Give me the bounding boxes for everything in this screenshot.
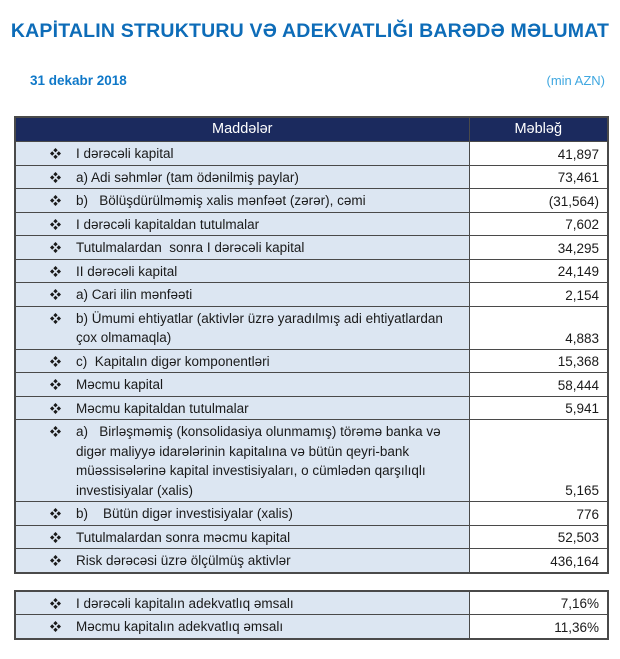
diamond-bullet-icon (50, 616, 63, 632)
table-row (15, 165, 608, 189)
table-row (15, 549, 608, 573)
row-label: b) Bölüşdürülməmiş xalis mənfəət (zərər), cəmi (76, 193, 366, 208)
row-label-wrap (16, 616, 465, 637)
row-label: I dərəcəli kapitaldan tutulmalar (76, 216, 260, 232)
table-row (15, 349, 608, 373)
row-value: 58,444 (469, 373, 608, 397)
row-label-cell (15, 306, 469, 349)
row-label-wrap (16, 351, 465, 372)
row-label: Məcmu kapital (76, 377, 164, 392)
row-label-wrap (16, 261, 465, 282)
row-label: a) Cari ilin mənfəəti (76, 287, 193, 302)
diamond-bullet-icon (50, 308, 63, 324)
table-row (15, 420, 608, 502)
page-title: KAPİTALIN STRUKTURU VƏ ADEKVATLIĞI BARƏDƏ MƏLUMAT (10, 20, 610, 42)
row-value: 73,461 (469, 165, 608, 189)
row-value: 24,149 (469, 259, 608, 283)
report-page (0, 20, 620, 659)
row-value: (31,564) (469, 189, 608, 213)
diamond-bullet-icon (50, 261, 63, 277)
row-label: Məcmu kapitalın adekvatlıq əmsalı (76, 619, 284, 634)
column-header-amount: Məbləğ (469, 117, 608, 142)
row-value: 776 (469, 502, 608, 526)
adequacy-ratio-table (14, 590, 609, 640)
row-value: 7,602 (469, 212, 608, 236)
row-label-wrap (16, 143, 465, 164)
row-value: 15,368 (469, 349, 608, 373)
diamond-bullet-icon (50, 421, 63, 437)
diamond-bullet-icon (50, 351, 63, 367)
row-label: b) Bütün digər investisiyalar (xalis) (76, 506, 293, 521)
diamond-bullet-icon (50, 503, 63, 519)
row-value: 41,897 (469, 142, 608, 166)
diamond-bullet-icon (50, 143, 63, 159)
row-value: 436,164 (469, 549, 608, 573)
row-label-cell (15, 236, 469, 260)
table-row (15, 306, 608, 349)
row-label: b) Ümumi ehtiyatlar (aktivlər üzrə yaradılmış adi ehtiyatlardan çox olmamaqla) (76, 310, 447, 345)
diamond-bullet-icon (50, 284, 63, 300)
row-value: 11,36% (469, 615, 608, 639)
row-value: 5,941 (469, 396, 608, 420)
diamond-bullet-icon (50, 593, 63, 609)
row-label-cell (15, 420, 469, 502)
row-label-cell (15, 165, 469, 189)
row-label-cell (15, 349, 469, 373)
row-label-cell (15, 591, 469, 615)
table-row (15, 525, 608, 549)
table-header-row (15, 117, 608, 142)
diamond-bullet-icon (50, 527, 63, 543)
row-label-cell (15, 396, 469, 420)
row-label-wrap (16, 190, 465, 211)
row-label: Tutulmalardan sonra məcmu kapital (76, 529, 291, 545)
table-row (15, 259, 608, 283)
table-row (15, 373, 608, 397)
row-label-cell (15, 615, 469, 639)
row-label: Risk dərəcəsi üzrə ölçülmüş aktivlər (76, 553, 291, 568)
row-label-cell (15, 283, 469, 307)
row-label-wrap (16, 308, 465, 348)
row-label-cell (15, 142, 469, 166)
unit-note: (min AZN) (546, 73, 605, 88)
row-value: 34,295 (469, 236, 608, 260)
row-label-cell (15, 525, 469, 549)
row-label-wrap (16, 503, 465, 524)
table-row (15, 591, 608, 615)
diamond-bullet-icon (50, 237, 63, 253)
table-row (15, 189, 608, 213)
row-label-wrap (16, 214, 465, 235)
table-row (15, 396, 608, 420)
table-row (15, 236, 608, 260)
row-value: 7,16% (469, 591, 608, 615)
row-label: a) Birləşməmiş (konsolidasiya olunmamış) törəmə banka və digər maliyyə idarələrinin kapitalına və bütün qeyri-bank müəssisələrinə kapital investisiyaları, o cümlədən qarşılıqlı investisiyalar (xalis) (76, 424, 445, 498)
row-value: 2,154 (469, 283, 608, 307)
diamond-bullet-icon (50, 550, 63, 566)
row-label-cell (15, 549, 469, 573)
row-label: Məcmu kapitaldan tutulmalar (76, 400, 249, 416)
row-label: a) Adi səhmlər (tam ödənilmiş paylar) (76, 169, 299, 185)
table-row (15, 142, 608, 166)
row-label-wrap (16, 167, 465, 188)
capital-structure-table (14, 116, 609, 574)
row-label-wrap (16, 284, 465, 305)
meta-row (30, 73, 605, 88)
row-label: I dərəcəli kapitalın adekvatlıq əmsalı (76, 595, 294, 611)
row-label-wrap (16, 237, 465, 258)
row-label-cell (15, 212, 469, 236)
row-label: II dərəcəli kapital (76, 263, 178, 279)
row-label-wrap (16, 550, 465, 571)
table-row (15, 283, 608, 307)
row-label-wrap (16, 593, 465, 614)
row-label-cell (15, 373, 469, 397)
row-label-wrap (16, 421, 465, 500)
row-label-wrap (16, 398, 465, 419)
row-value: 5,165 (469, 420, 608, 502)
row-label: c) Kapitalın digər komponentləri (76, 353, 270, 369)
column-header-items: Maddələr (15, 117, 469, 142)
diamond-bullet-icon (50, 190, 63, 206)
row-label: I dərəcəli kapital (76, 146, 174, 161)
report-date: 31 dekabr 2018 (30, 73, 127, 88)
row-value: 4,883 (469, 306, 608, 349)
diamond-bullet-icon (50, 214, 63, 230)
row-label-cell (15, 259, 469, 283)
row-label: Tutulmalardan sonra I dərəcəli kapital (76, 240, 305, 255)
row-label-wrap (16, 527, 465, 548)
diamond-bullet-icon (50, 398, 63, 414)
table-row (15, 615, 608, 639)
row-label-cell (15, 502, 469, 526)
table-row (15, 502, 608, 526)
row-label-wrap (16, 374, 465, 395)
row-value: 52,503 (469, 525, 608, 549)
row-label-cell (15, 189, 469, 213)
table-row (15, 212, 608, 236)
diamond-bullet-icon (50, 167, 63, 183)
diamond-bullet-icon (50, 374, 63, 390)
